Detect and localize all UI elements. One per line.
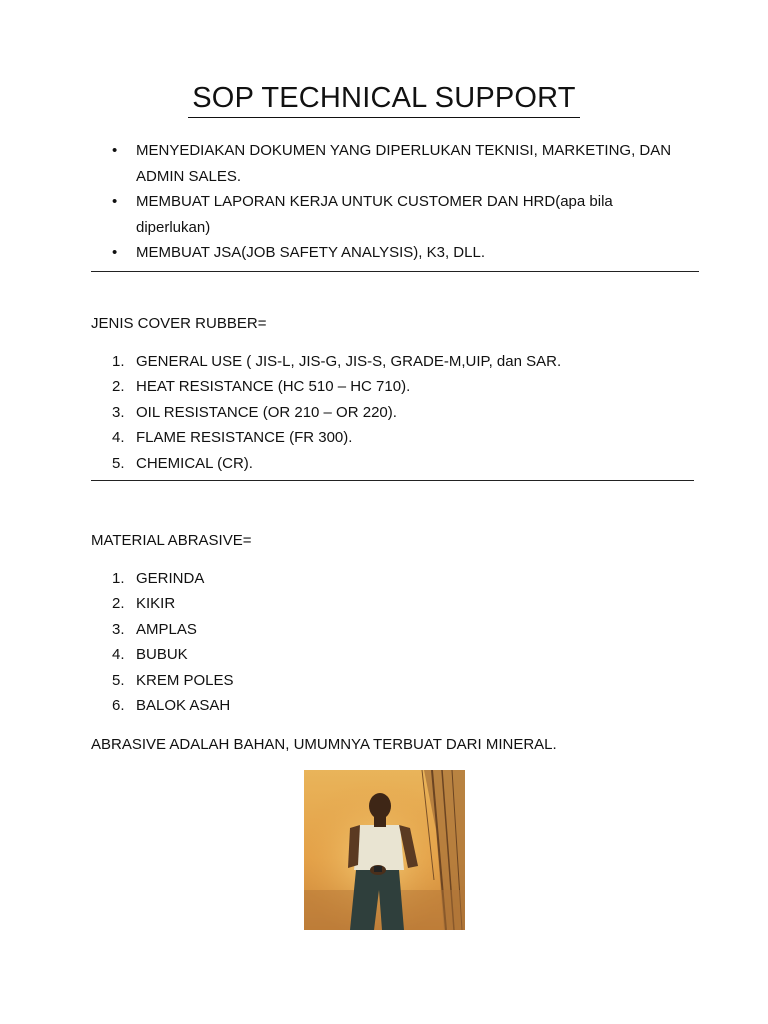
abrasive-list [112,566,672,718]
abrasive-note: ABRASIVE ADALAH BAHAN, UMUMNYA TERBUAT DARI MINERAL. [91,736,557,753]
responsibility-list [112,138,672,266]
list-item: • MEMBUAT JSA(JOB SAFETY ANALYSIS), K3, DLL. [112,240,672,266]
list-number: 5. [112,454,125,472]
embedded-photo [304,770,465,930]
list-number: 4. [112,429,125,447]
list-number: 2. [112,378,125,396]
list-item [112,693,672,718]
list-number: 6. [112,697,125,715]
list-number: 4. [112,646,125,664]
list-text: BUBUK [136,646,188,664]
material-abrasive-heading: MATERIAL ABRASIVE= [91,532,252,549]
list-item [112,566,672,591]
list-text: FLAME RESISTANCE (FR 300). [136,429,353,447]
list-number: 2. [112,595,125,613]
document-title-text: SOP TECHNICAL SUPPORT [188,80,579,118]
list-item [112,425,672,450]
list-item [112,617,672,642]
list-number: 1. [112,353,125,370]
list-text: BALOK ASAH [136,697,231,715]
list-text: AMPLAS [136,620,197,638]
list-number: 1. [112,570,125,587]
list-item [112,591,672,616]
list-number: 3. [112,403,125,421]
document-title [0,80,768,118]
cover-rubber-list [112,349,672,476]
list-number: 3. [112,620,125,638]
divider-line [91,480,694,481]
list-text: CHEMICAL (CR). [136,454,253,472]
list-item [112,668,672,693]
list-item: • MEMBUAT LAPORAN KERJA UNTUK CUSTOMER DAN HRD(apa bila diperlukan) [112,189,672,240]
list-text: GERINDA [136,570,205,587]
list-item [112,642,672,667]
list-item [112,400,672,425]
list-item [112,451,672,476]
list-text: KIKIR [136,595,176,613]
divider-line [91,271,699,272]
list-number: 5. [112,671,125,689]
list-text: GENERAL USE ( JIS-L, JIS-G, JIS-S, GRADE-M,UIP, dan SAR. [136,353,562,370]
list-item: • MENYEDIAKAN DOKUMEN YANG DIPERLUKAN TEKNISI, MARKETING, DAN ADMIN SALES. [112,138,672,189]
list-text: KREM POLES [136,671,234,689]
list-item [112,349,672,374]
list-item [112,374,672,399]
cover-rubber-heading: JENIS COVER RUBBER= [91,315,267,332]
list-text: OIL RESISTANCE (OR 210 – OR 220). [136,403,397,421]
list-text: HEAT RESISTANCE (HC 510 – HC 710). [136,378,411,396]
